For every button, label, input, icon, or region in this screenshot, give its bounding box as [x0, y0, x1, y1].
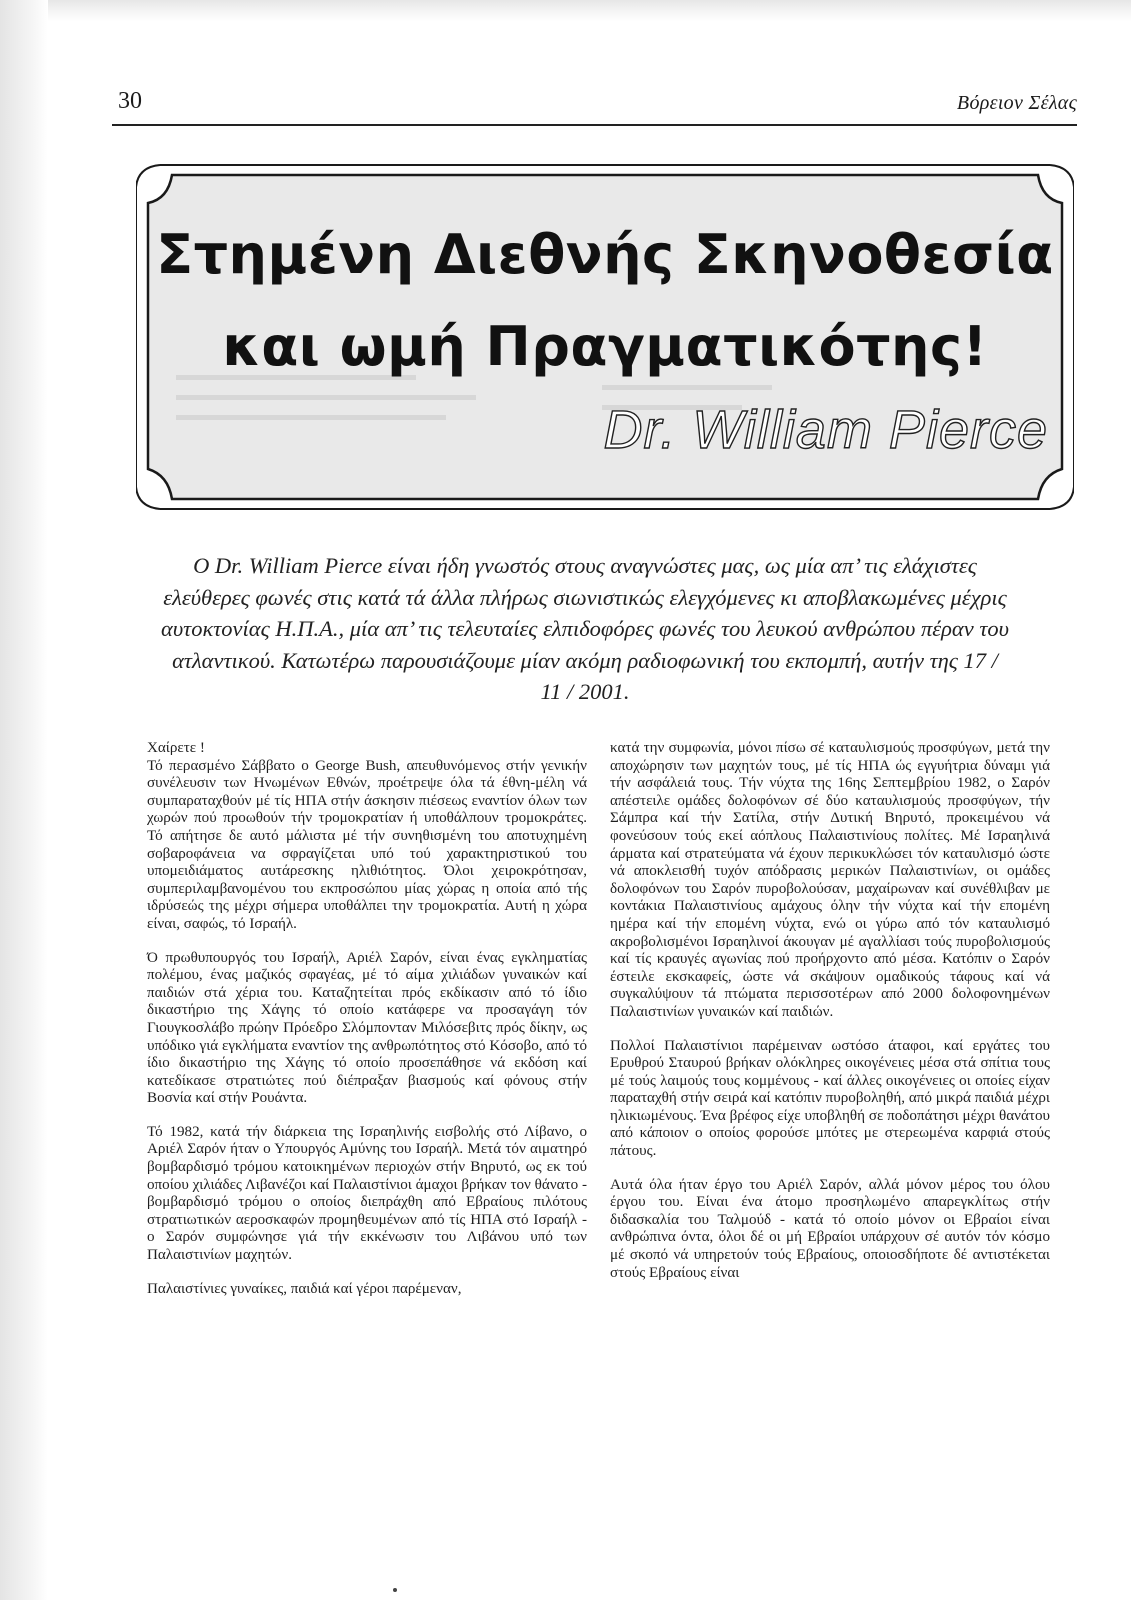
- body-paragraph: Τό 1982, κατά τήν διάρκεια της Ισραηλινής εισβολής στό Λίβανο, ο Αριέλ Σαρόν ήταν ο Υπουργός Αμύνης του Ισραήλ. Μετά τόν αιματηρό βομβαρδισμό τρόμου κατοικημένων περιοχών στήν Βηρυτό, ως εκ τού οποίου χιλιάδες Λιβανέζοι καί Παλαιστίνιοι άμαχοι βρήκαν τον θάνατο - βομβαρδισμό τρόμου ο οποίος διεπράχθη από Εβραίους πιλότους στρατιωτικών αεροσκαφών προμηθευμένων από τίς ΗΠΑ στό Ισραήλ - ο Σαρόν συμφώνησε γιά τήν εκκένωσιν του Λιβάνου υπό των Παλαιστινίων μαχητών.: [147, 1123, 587, 1264]
- body-paragraph: Πολλοί Παλαιστίνιοι παρέμειναν ωστόσο άταφοι, καί εργάτες του Ερυθρού Σταυρού βρήκαν ολόκληρες οικογένειες μέσα στά σπίτια τους μέ τούς λαιμούς τους κομμένους - καί άλλες οικογένειες οι οποίες είχαν παραταχθή στήν σειρά καί κατόπιν πυροβοληθή, από μικρά παιδιά μέχρι ηλικιωμένους. Ένα βρέφος είχε υποβληθή σε ποδοπάτησι μέχρι θανάτου από κάποιον ο οποίος φορούσε μπότες με στερεωμένα καρφιά στούς πάτους.: [610, 1037, 1050, 1160]
- magazine-title: Βόρειον Σέλας: [956, 92, 1077, 114]
- scan-edge-left: [0, 0, 48, 1600]
- page-number: 30: [118, 88, 142, 114]
- body-paragraph: Ό πρωθυπουργός του Ισραήλ, Αριέλ Σαρόν, είναι ένας εγκληματίας πολέμου, ένας μαζικός σφαγέας, μέ τό αίμα χιλιάδων γυναικών καί παιδιών στά χέρια του. Καταζητείται πρός εκδίκασιν από τό ίδιο δικαστήριο της Χάγης τό οποίο κατάφερε να προσαγάγη τόν Γιουγκοσλάβο πρώην Πρόεδρο Σλόμπονταν Μιλόσεβιτς πρός δίκην, ως υπόδικο γιά εγκλήματα εναντίον της ανθρωπότητος στό Κόσοβο, από τό ίδιο δικαστήριο της Χάγης τό οποίο προσεπάθησε νά εκδόση καί κατεδίκασε στρατιώτες πού διέπραξαν βιασμούς καί φόνους στήν Βοσνία καί στήν Ρουάντα.: [147, 949, 587, 1107]
- scan-speck: [393, 1588, 397, 1592]
- bleed-through-line: [602, 385, 772, 390]
- bleed-through-line: [176, 415, 446, 420]
- title-box: [136, 163, 1074, 511]
- body-paragraph: Χαίρετε ! Τό περασμένο Σάββατο ο George Bush, απευθυνόμενος στήν γενικήν συνέλευσιν των Ηνωμένων Εθνών, προέτρεψε όλα τά έθνη-μέλη νά συμπαραταχθούν μέ τίς ΗΠΑ στήν άσκησιν πιέσεως εναντίον όλων των χωρών πού προωθούν τήν τρομοκρατίαν ή υποθάλπουν τρομοκράτες. Τό απήτησε δε αυτό μάλιστα μέ τήν συνηθισμένη του αποτυχημένη σοβαροφάνεια να σφραγίζεται υπό τού χαρακτηριστικού του υπομειδιάματος αυτάρεσκης ηλιθιότητος. Όλοι χειροκρότησαν, συμπεριλαμβανομένου του εκπροσώπου μίας χώρας η οποία από τής ιδρύσεώς της μέχρι σήμερα υποθάλπει την τρομοκρατία. Αυτή η χώρα είναι, σαφώς, τό Ισραήλ.: [147, 740, 587, 932]
- author-name: Dr. William Pierce: [603, 400, 1048, 460]
- right-column: [610, 740, 1050, 1298]
- bleed-through-line: [176, 395, 476, 400]
- left-column: [147, 740, 587, 1314]
- intro-paragraph: Ο Dr. William Pierce είναι ήδη γνωστός στους αναγνώστες μας, ως μία απ’ τις ελάχιστες ελεύθερες φωνές στις κατά τά άλλα πλήρως σιωνιστικώς ελεγχόμενες κι αποβλακωμένες μέχρις αυτοκτονίας Η.Π.Α., μία απ’ τις τελευταίες ελπιδοφόρες φωνές του λευκού ανθρώπου πέραν του ατλαντικού. Κατωτέρω παρουσιάζουμε μίαν ακόμη ραδιοφωνική του εκπομπή, αυτήν της 17 / 11 / 2001.: [161, 553, 1009, 704]
- scan-edge-top: [0, 0, 1131, 22]
- article-title-line-2: και ωμή Πραγματικότης!: [222, 315, 988, 378]
- body-paragraph: Παλαιστίνιες γυναίκες, παιδιά καί γέροι παρέμεναν,: [147, 1280, 462, 1297]
- header-rule: [112, 124, 1077, 126]
- body-paragraph: κατά την συμφωνία, μόνοι πίσω σέ καταυλισμούς προσφύγων, μετά την αποχώρησιν των μαχητών τους, μέ τίς ΗΠΑ ώς εγγυήτρια δύναμι γιά τήν ασφάλειά τους. Τήν νύχτα της 16ης Σεπτεμβρίου 1982, ο Σαρόν απέστειλε ομάδες δολοφόνων σέ δύο καταυλισμούς προσφύγων, τήν Σάμπρα καί τήν Σατίλα, στήν Δυτική Βηρυτό, προκειμένου νά φονεύσουν τούς εκεί αόπλους Παλαιστινίους πολίτες. Μέ Ισραηλινά άρματα καί στρατεύματα νά έχουν περικυκλώσει τόν καταυλισμό ώστε νά αποκλεισθή τυχόν απόδρασις μερικών Παλαιστινίων, οι ομάδες δολοφόνων του Σαρόν πυροβολούσαν, μαχαίρωναν καί συνέθλιβαν με κοντάκια Παλαιστινίους αμάχους όλην τήν νύχτα καί τήν επομένη ημέρα καί τήν επομένη νύχτα, ενώ οι γύρω από τόν καταυλισμό ακροβολισμένοι Ισραηλινοί άκουγαν μέ αγαλλίασι τούς πυροβολισμούς καί τίς κραυγές αγωνίας πού προήρχοντο από μέσα. Κατόπιν ο Σαρόν έστειλε εκσκαφείς, ώστε νά σκάψουν ομαδικούς τάφους καί νά συγκαλύψουν τά πτώματα περισσοτέρων από 2000 δολοφονημένων Παλαιστινίων γυναικών καί παιδιών.: [610, 740, 1050, 1020]
- article-title-line-1: Στημένη Διεθνής Σκηνοθεσία: [156, 223, 1054, 286]
- body-paragraph: Αυτά όλα ήταν έργο του Αριέλ Σαρόν, αλλά μόνον μέρος του όλου έργου του. Είναι ένα άτομο προσηλωμένο απαρεγκλίτως στήν διδασκαλία του Ταλμούδ - κατά τό οποίο μόνον οι Εβραίοι είναι ανθρώπινα όντα, όλοι δέ οι μή Εβραίοι υπάρχουν σέ αυτόν τόν κόσμο μέ σκοπό νά υπηρετούν τούς Εβραίους, οποιοσδήποτε δέ αντιστέκεται στούς Εβραίους είναι: [610, 1176, 1050, 1281]
